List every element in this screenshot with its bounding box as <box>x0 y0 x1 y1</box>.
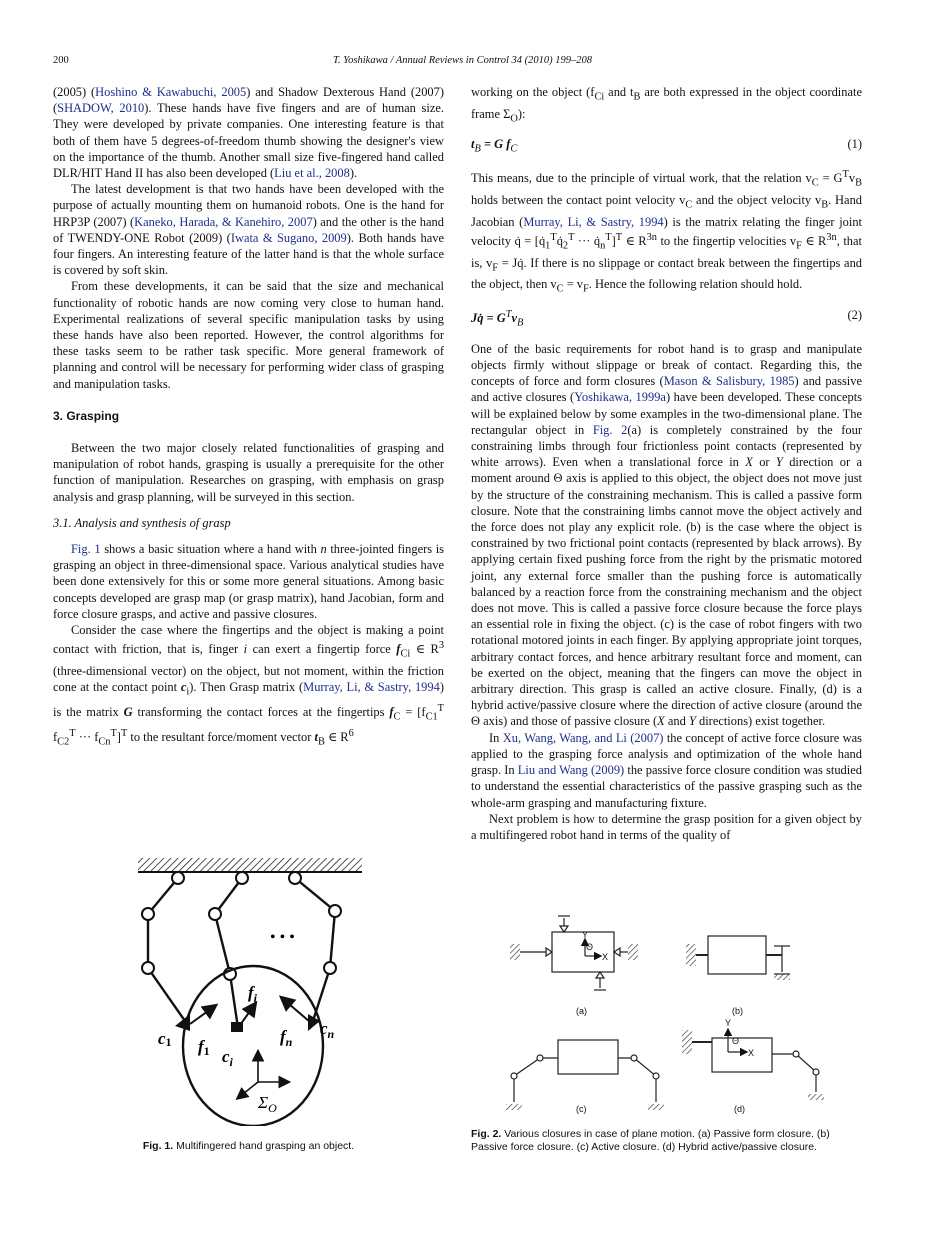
paragraph: This means, due to the principle of virtual work, that the relation $v_C = G^Tv_B$ holds between the contact point velocity $v_C$ and the object velocity $v_B$. Hand Jacobian (Murray, Li, & Sastry, 1994) is the matrix relating the finger joint velocity q̇ = [$q̇_1^Tq̇_2^T$ ··· $q̇_n^T]^T$ ∈ $R^{3n}$ to the fingertip velocities $v_F$ ∈ $R^{3n}$, that is, $v_F$ = Jq̇. If there is no slippage or contact break between the fingertips and the object, then $v_C = v_F$. Hence the following relation should hold. <box>471 169 863 295</box>
fig2-label-a: (a) <box>576 1006 587 1016</box>
citation-link[interactable]: Murray, Li, & Sastry, 1994 <box>523 214 664 229</box>
paragraph: One of the basic requirements for robot hand is to grasp and manipulate objects firmly without slippage or break of contact. Regarding this, the concepts of force and form closures (Mason & Salisbury, 1985) and passive and active closures (Yoshikawa, 1999a) have been developed. These concepts will be explained below by some examples in the two-dimensional plane. The rectangular object in Fig. 2(a) is completely constrained by the four constraining limbs through four frictionless point contacts (represented by white arrows). Even when a translational force in X or Y direction or a moment around Θ axis is applied to this object, the object does not move just by the structure of the constraining mechanism. This is called a passive form closure. Note that the constraining limbs cannot move the object actively and the force does not play any explicit role. (b) is the case where the object is constrained by two frictional point contacts (represented by black arrows). By applying certain fixed pushing force from the right by the prismatic motored joint, any external force smaller than the pushing force is automatically balanced by a reaction force from the constraining mechanism and the object does not move. This is called a passive force closure because the force plays an essential role in fixing the object. (c) is the case of robot fingers with two rotational motored joints in each finger. By applying appropriate joint torques, arbitrary contact forces, and hence arbitrary resultant force and moment, can be exerted on the object, meaning that the fingers can move the object in arbitrary direction. This grasp is called an active closure. Finally, (d) is a hybrid active/passive closure where the direction of active closure (around the Θ axis) and those of passive closure (X and Y directions) exist together. <box>471 341 863 729</box>
right-column <box>471 84 862 843</box>
citation-link[interactable]: Hoshino & Kawabuchi, 2005 <box>95 85 247 99</box>
citation-link[interactable]: Xu, Wang, Wang, and Li (2007) <box>502 730 664 745</box>
svg-text:Θ: Θ <box>732 1036 740 1046</box>
figure-1-multifingered-hand <box>130 856 370 1126</box>
citation-link[interactable]: Liu and Wang (2009) <box>517 763 625 778</box>
paragraph: (2005) (Hoshino & Kawabuchi, 2005) and Shadow Dexterous Hand (2007) (SHADOW, 2010). These hands have five fingers and are of human size. They were developed by private companies. One interesting feature is that both of them have 5 degrees-of-freedom thumb showing the designer's view on the importance of the thumb. Another small size five-fingered hand called DLR/HIT Hand II has also been developed (Liu et al., 2008). <box>53 85 444 181</box>
figure-link[interactable]: Fig. 2 <box>592 422 628 437</box>
fig2-label-c: (c) <box>576 1104 587 1114</box>
page-number: 200 <box>53 55 69 66</box>
left-column <box>53 84 444 751</box>
equation-1: $t_B = G$ $f_C$ (1) <box>471 137 862 155</box>
citation-link[interactable]: Yoshikawa, 1999a <box>574 390 666 405</box>
label-f1: f1 <box>198 1037 210 1058</box>
paragraph: In Xu, Wang, Wang, and Li (2007) the concept of active force closure was applied to the grasping force analysis and optimization of the whole hand grasp. In Liu and Wang (2009) the passive force closure condition was studied to understand the essential characteristics of the passive grasping such as the whole-arm grasping and manufacturing fixture. <box>471 730 862 810</box>
citation-link[interactable]: Iwata & Sugano, 2009 <box>230 230 347 245</box>
figure-1-caption: Fig. 1. Multifingered hand grasping an object. <box>142 1140 355 1152</box>
svg-text:• • •: • • • <box>270 929 295 946</box>
base-hatch <box>138 858 362 872</box>
svg-text:Y: Y <box>725 1018 732 1028</box>
equation-2: Jq̇ = $G^Tv_B$ (2) <box>471 307 862 329</box>
paragraph: From these developments, it can be said that the size and mechanical functionality of robotic hands are now coming very close to human hand. Experimental realizations of several specific manipulation tasks by using these hands have also been reported. However, the control algorithms for these tasks seem to be rather task specific. More general framework of planning and control will be necessary for performing wider class of grasping and manipulation tasks. <box>53 279 444 391</box>
label-c1: c1 <box>158 1029 172 1049</box>
svg-text:X: X <box>602 952 609 962</box>
paragraph: Next problem is how to determine the grasp position for a given object by a multifingered robot hand in terms of the quality of <box>471 811 862 842</box>
finger-1 <box>148 878 185 1021</box>
finger-n <box>295 878 335 1024</box>
label-ci: $c_i$ <box>222 1047 233 1069</box>
citation-link[interactable]: Liu et al., 2008 <box>274 166 350 181</box>
label-sigma-o: $\Sigma_O$ <box>258 1093 277 1115</box>
citation-link[interactable]: Kaneko, Harada, & Kanehiro, 2007 <box>134 214 313 229</box>
figure-link[interactable]: Fig. 1 <box>71 542 101 557</box>
finger-i <box>215 878 242 1028</box>
paragraph: Between the two major closely related functionalities of grasping and manipulation of robot hands, grasping is usually a prerequisite for the other function of manipulation. Researches on grasping, with emphasis on grasp analysis and grasp planning, will be surveyed in this section. <box>53 441 444 504</box>
paragraph: Consider the case where the fingertips and the object is making a point contact with friction, that is, finger i can exert a fingertip force $f_{Ci}$ ∈ $R^3$ (three-dimensional vector) on the object, but not moment, within the friction cone at the contact point $c_i$). Then Grasp matrix (Murray, Li, & Sastry, 1994) is the matrix G transforming the contact forces at the fingertips $f_C = [f_{C1}^T$ $f_{C2}^T$ ··· $f_{Cn}^T]^T$ to the resultant force/moment vector $t_B$ ∈ $R^6$ <box>53 623 444 748</box>
subsection-heading: 3.1. Analysis and synthesis of grasp <box>53 515 231 530</box>
paragraph: The latest development is that two hands have been developed with the purpose of actually mounting them on humanoid robots. One is the hand for HRP3P (2007) (Kaneko, Harada, & Kanehiro, 2007) and the other is the hand of TWENDY-ONE Robot (2009) (Iwata & Sugano, 2009). Both hands have four fingers. An interesting feature of the latter hand is that the whole surface is covered by soft skin. <box>53 182 445 278</box>
citation-link[interactable]: Mason & Salisbury, 1985 <box>663 374 795 389</box>
fig2-label-d: (d) <box>734 1104 745 1114</box>
svg-text:Θ: Θ <box>586 942 594 952</box>
paragraph: working on the object ($f_{Ci}$ and $t_B$ are both expressed in the object coordinate frame $\Sigma_O$): <box>471 85 862 125</box>
fig2-label-b: (b) <box>732 1006 743 1016</box>
svg-text:X: X <box>748 1048 755 1058</box>
citation-link[interactable]: Murray, Li, & Sastry, 1994 <box>303 680 440 695</box>
label-cn: $c_n$ <box>320 1019 335 1041</box>
label-fi: $f_i$ <box>248 983 258 1005</box>
section-heading: 3. Grasping <box>53 408 120 423</box>
paragraph: Fig. 1 shows a basic situation where a hand with n three-jointed fingers is grasping an object in three-dimensional space. Various analytical studies have been done extensively for this or some more general situations. Among basic concepts developed are grasp map (or grasp matrix), hand Jacobian, form and force closure grasps, and active and passive closures. <box>53 542 445 621</box>
svg-text:Y: Y <box>582 930 589 940</box>
citation-link[interactable]: SHADOW, 2010 <box>57 101 145 116</box>
running-title: T. Yoshikawa / Annual Reviews in Control 34 (2010) 199–208 <box>332 55 592 66</box>
figure-2-plane-closures <box>500 912 840 1122</box>
label-fn: $f_n$ <box>280 1027 293 1049</box>
figure-2-caption: Fig. 2. Various closures in case of plane motion. (a) Passive form closure. (b) Passive force closure. (c) Active closure. (d) Hybrid active/passive closure. <box>471 1128 830 1153</box>
